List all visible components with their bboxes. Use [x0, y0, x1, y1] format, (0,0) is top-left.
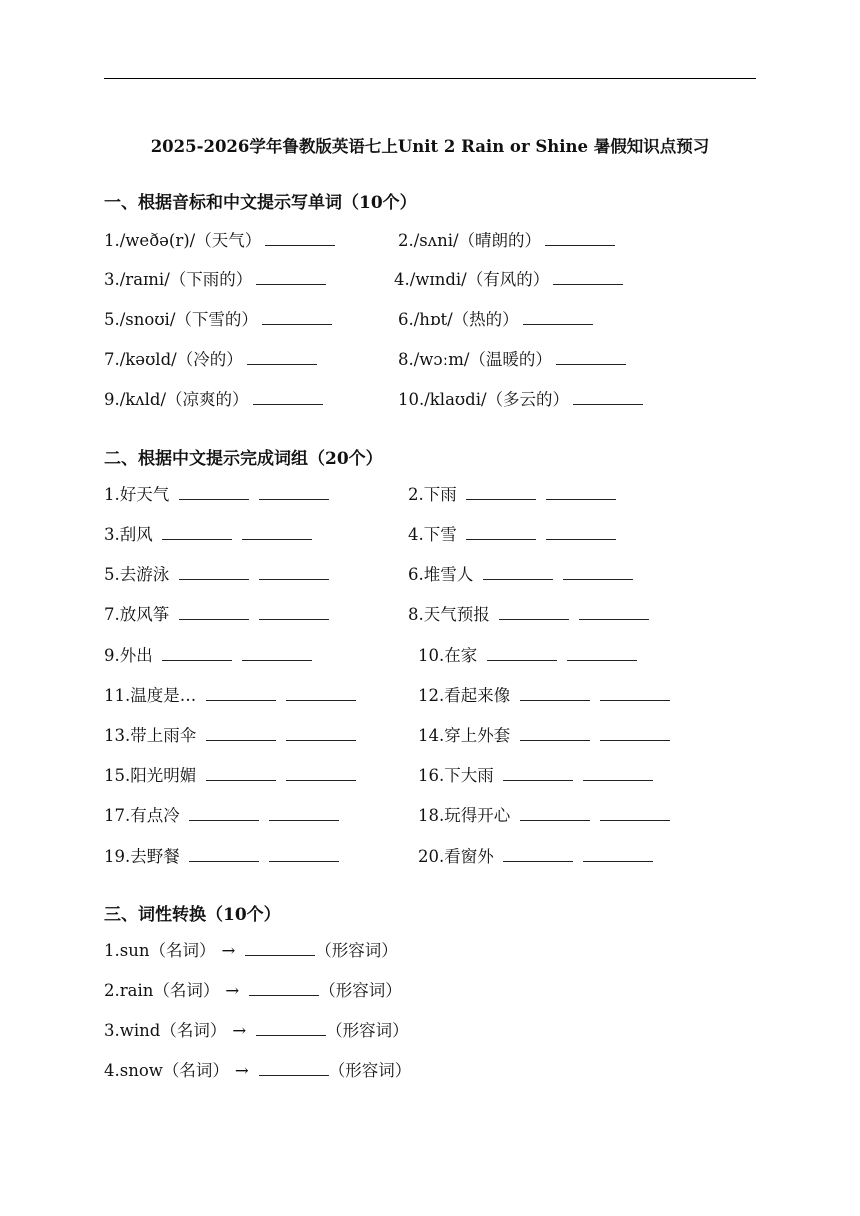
s2-item: [418, 845, 653, 869]
s1-item-text: 10./klaʊdi/（多云的）: [398, 390, 570, 409]
answer-blank[interactable]: [286, 766, 356, 781]
answer-blank[interactable]: [262, 310, 332, 325]
answer-blank[interactable]: [253, 390, 323, 405]
s2-item: [418, 724, 670, 748]
s2-item: [104, 764, 356, 788]
answer-blank[interactable]: [563, 565, 633, 580]
answer-blank[interactable]: [487, 646, 557, 661]
s1-item: [398, 348, 626, 372]
s2-item: [418, 684, 670, 708]
header-rule: [104, 78, 756, 79]
s2-item-text: 9.外出: [104, 646, 153, 665]
s2-item: [418, 804, 670, 828]
s3-item: [104, 979, 402, 1003]
answer-blank[interactable]: [269, 806, 339, 821]
s2-item-text: 19.去野餐: [104, 847, 180, 866]
s1-item-text: 9./kʌld/（凉爽的）: [104, 390, 249, 409]
answer-blank[interactable]: [483, 565, 553, 580]
s2-item-text: 8.天气预报: [408, 605, 490, 624]
section2-heading: 二、根据中文提示完成词组（20个）: [104, 449, 383, 469]
s1-item: [104, 268, 326, 292]
answer-blank[interactable]: [600, 686, 670, 701]
answer-blank[interactable]: [179, 605, 249, 620]
answer-blank[interactable]: [520, 726, 590, 741]
s2-item-text: 18.玩得开心: [418, 806, 511, 825]
answer-blank[interactable]: [466, 525, 536, 540]
s3-item-word: 2.rain（名词）: [104, 981, 220, 1000]
s2-item-text: 17.有点冷: [104, 806, 180, 825]
answer-blank[interactable]: [553, 270, 623, 285]
s1-item: [398, 229, 615, 253]
answer-blank[interactable]: [162, 525, 232, 540]
answer-blank[interactable]: [259, 565, 329, 580]
answer-blank[interactable]: [600, 806, 670, 821]
s2-item: [418, 644, 637, 668]
s3-item: [104, 1059, 411, 1083]
s2-item: [408, 563, 633, 587]
s1-item: [104, 348, 317, 372]
answer-blank[interactable]: [556, 350, 626, 365]
s2-item-text: 7.放风筝: [104, 605, 170, 624]
answer-blank[interactable]: [520, 686, 590, 701]
s2-item-text: 6.堆雪人: [408, 565, 474, 584]
answer-blank[interactable]: [256, 1021, 326, 1036]
answer-blank[interactable]: [520, 806, 590, 821]
answer-blank[interactable]: [579, 605, 649, 620]
s1-item-text: 3./raɪni/（下雨的）: [104, 270, 253, 289]
answer-blank[interactable]: [265, 231, 335, 246]
arrow-icon: →: [232, 1021, 247, 1040]
answer-blank[interactable]: [189, 847, 259, 862]
section3-heading: 三、词性转换（10个）: [104, 905, 281, 925]
answer-blank[interactable]: [499, 605, 569, 620]
s2-item-text: 15.阳光明媚: [104, 766, 197, 785]
s2-item: [104, 603, 329, 627]
answer-blank[interactable]: [286, 686, 356, 701]
s3-item: [104, 1019, 409, 1043]
arrow-icon: →: [225, 981, 240, 1000]
answer-blank[interactable]: [523, 310, 593, 325]
s1-item-text: 2./sʌni/（晴朗的）: [398, 231, 542, 250]
s2-item: [104, 563, 329, 587]
answer-blank[interactable]: [503, 766, 573, 781]
answer-blank[interactable]: [546, 485, 616, 500]
s2-item: [104, 644, 312, 668]
s2-item-text: 2.下雨: [408, 485, 457, 504]
answer-blank[interactable]: [286, 726, 356, 741]
s2-item: [104, 523, 312, 547]
answer-blank[interactable]: [546, 525, 616, 540]
answer-blank[interactable]: [189, 806, 259, 821]
answer-blank[interactable]: [245, 941, 315, 956]
s2-item: [104, 724, 356, 748]
s2-item-text: 13.带上雨伞: [104, 726, 197, 745]
s2-item-text: 3.刮风: [104, 525, 153, 544]
answer-blank[interactable]: [259, 1061, 329, 1076]
s3-item: [104, 939, 398, 963]
s2-item: [408, 483, 616, 507]
s1-item: [398, 388, 643, 412]
s3-item-target: （形容词）: [326, 1021, 409, 1040]
s3-item-word: 3.wind（名词）: [104, 1021, 227, 1040]
s3-item-target: （形容词）: [319, 981, 402, 1000]
answer-blank[interactable]: [583, 847, 653, 862]
s1-item-text: 6./hɒt/（热的）: [398, 310, 519, 329]
answer-blank[interactable]: [573, 390, 643, 405]
answer-blank[interactable]: [545, 231, 615, 246]
answer-blank[interactable]: [206, 726, 276, 741]
answer-blank[interactable]: [206, 766, 276, 781]
s2-item: [104, 684, 356, 708]
s1-item: [104, 388, 323, 412]
answer-blank[interactable]: [206, 686, 276, 701]
document-title: 2025-2026学年鲁教版英语七上Unit 2 Rain or Shine 暑假知识点预习: [150, 137, 710, 156]
s1-item: [104, 229, 335, 253]
s1-item: [398, 308, 593, 332]
s1-item: [104, 308, 332, 332]
answer-blank[interactable]: [600, 726, 670, 741]
answer-blank[interactable]: [179, 485, 249, 500]
answer-blank[interactable]: [242, 646, 312, 661]
s2-item-text: 1.好天气: [104, 485, 170, 504]
s3-item-target: （形容词）: [328, 1061, 412, 1080]
s2-item: [104, 804, 339, 828]
s2-item-text: 5.去游泳: [104, 565, 170, 584]
s2-item-text: 20.看窗外: [418, 847, 494, 866]
answer-blank[interactable]: [583, 766, 653, 781]
answer-blank[interactable]: [466, 485, 536, 500]
s1-item-text: 4./wɪndi/（有风的）: [394, 270, 550, 289]
s3-item-target: （形容词）: [315, 941, 398, 960]
s2-item: [418, 764, 653, 788]
answer-blank[interactable]: [269, 847, 339, 862]
s2-item: [408, 603, 649, 627]
s1-item-text: 8./wɔːm/（温暖的）: [398, 350, 552, 369]
s2-item-text: 4.下雪: [408, 525, 457, 544]
s1-item: [394, 268, 623, 292]
s3-item-word: 1.sun（名词）: [104, 941, 216, 960]
answer-blank[interactable]: [567, 646, 637, 661]
s1-item-text: 1./weðə(r)/（天气）: [104, 231, 262, 250]
answer-blank[interactable]: [249, 981, 319, 996]
section1-heading: 一、根据音标和中文提示写单词（10个）: [104, 193, 417, 213]
s2-item-text: 10.在家: [418, 646, 478, 665]
answer-blank[interactable]: [259, 485, 329, 500]
arrow-icon: →: [221, 941, 236, 960]
s1-item-text: 5./snoʊi/（下雪的）: [104, 310, 258, 329]
s3-item-word: 4.snow（名词）: [104, 1061, 229, 1080]
answer-blank[interactable]: [179, 565, 249, 580]
s1-item-text: 7./kəʊld/（冷的）: [104, 350, 243, 369]
s2-item-text: 12.看起来像: [418, 686, 511, 705]
arrow-icon: →: [234, 1061, 249, 1080]
s2-item-text: 16.下大雨: [418, 766, 494, 785]
s2-item: [104, 845, 339, 869]
answer-blank[interactable]: [247, 350, 317, 365]
answer-blank[interactable]: [256, 270, 326, 285]
s2-item-text: 11.温度是…: [104, 686, 197, 705]
answer-blank[interactable]: [259, 605, 329, 620]
s2-item: [408, 523, 616, 547]
answer-blank[interactable]: [503, 847, 573, 862]
answer-blank[interactable]: [162, 646, 232, 661]
s2-item-text: 14.穿上外套: [418, 726, 511, 745]
s2-item: [104, 483, 329, 507]
answer-blank[interactable]: [242, 525, 312, 540]
